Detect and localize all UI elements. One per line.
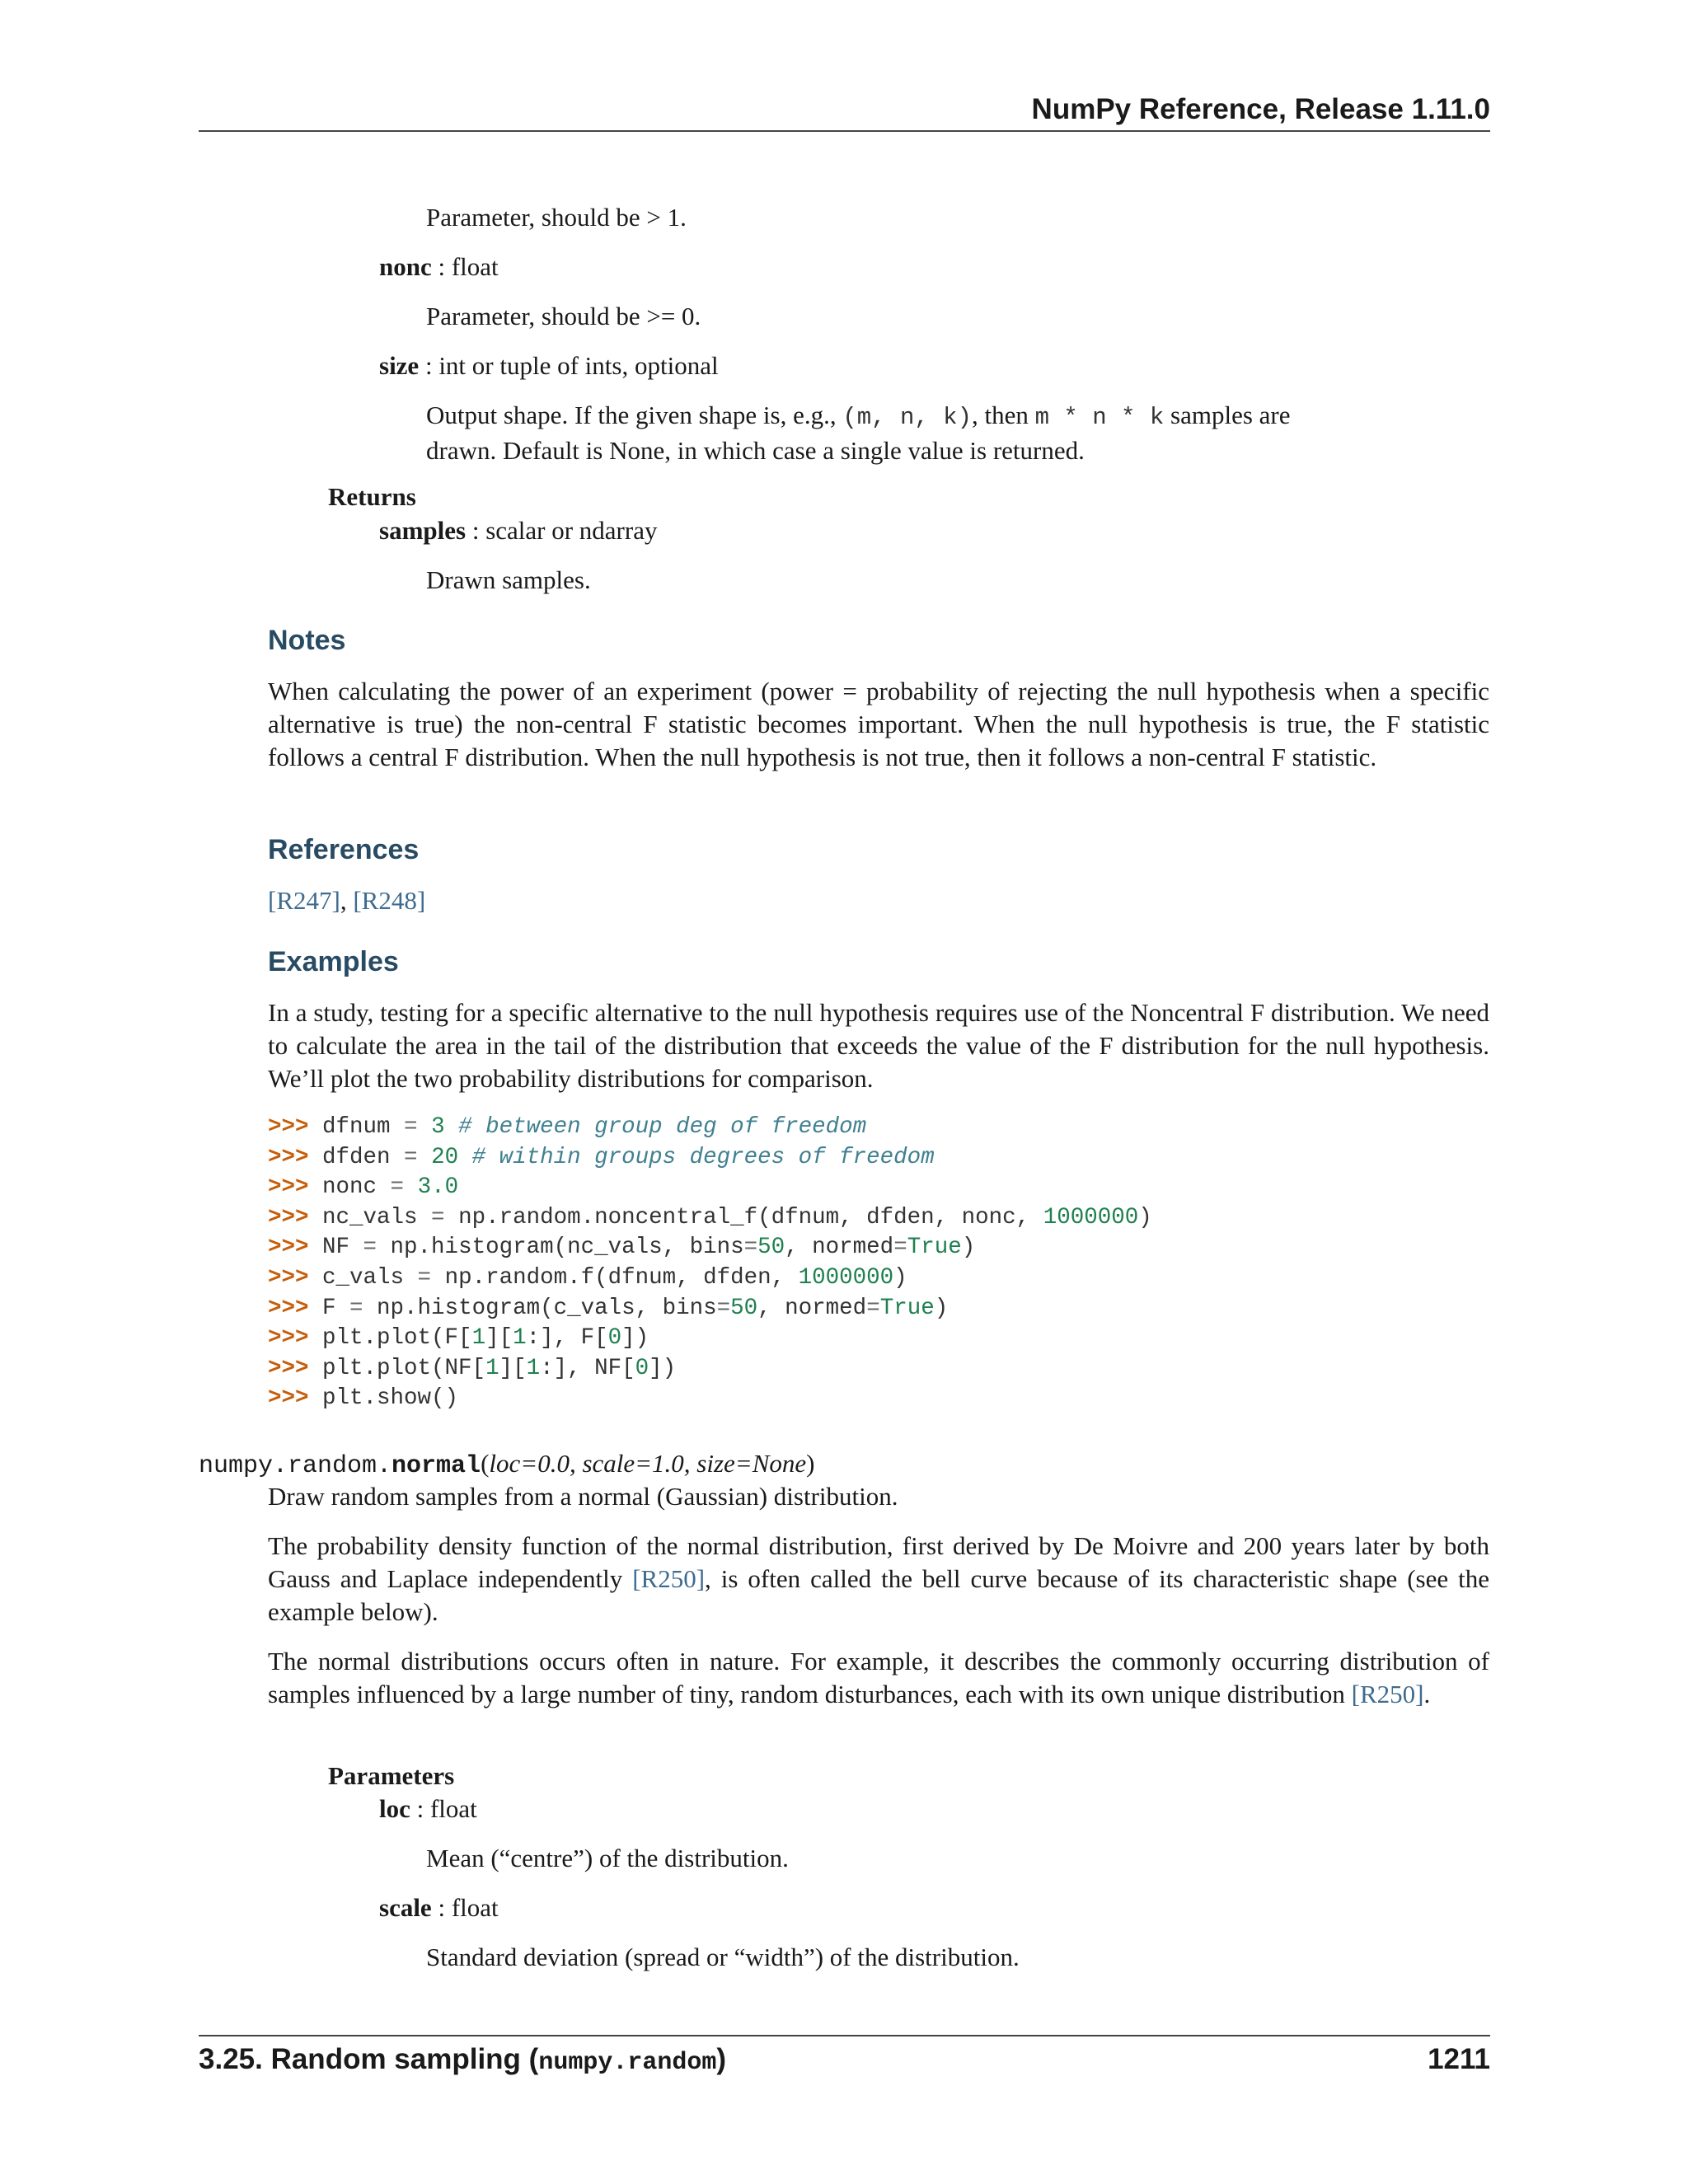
code-op: = <box>431 1204 445 1230</box>
nonc-description: Parameter, should be >= 0. <box>426 302 701 330</box>
code-line <box>268 1203 1152 1234</box>
param-loc <box>379 1793 477 1825</box>
code-text: ) <box>1138 1204 1152 1230</box>
code-text: :], F[ <box>526 1325 608 1352</box>
code-keyword: True <box>907 1235 962 1261</box>
param-name: samples <box>379 516 467 545</box>
reference-link[interactable]: [R248] <box>353 886 426 915</box>
normal-summary: Draw random samples from a normal (Gaussian) distribution. <box>268 1482 898 1511</box>
page-number: 1211 <box>1428 2043 1490 2075</box>
prompt: >>> <box>268 1235 309 1261</box>
code-op: = <box>743 1235 758 1261</box>
header-divider <box>199 130 1490 132</box>
code-number: 1000000 <box>1043 1204 1139 1230</box>
code-comment: # between group deg of freedom <box>444 1114 867 1140</box>
text: 3.25. Random sampling ( <box>199 2043 539 2075</box>
inline-code: numpy.random <box>538 2049 717 2077</box>
normal-paragraph-1 <box>268 1530 1489 1629</box>
code-number: 1 <box>471 1325 486 1352</box>
param-scale <box>379 1891 499 1924</box>
notes-paragraph: When calculating the power of an experiment (power = probability of rejecting the null hypothesis when a specific alternative is true) the non-central F statistic becomes important. When the null hypothesis is true, the F statistic follows a central F distribution. When the null hypothesis is not true, then it follows a non-central F statistic. <box>268 677 1489 771</box>
code-line <box>268 1263 1152 1294</box>
reference-link[interactable]: [R250] <box>632 1564 706 1593</box>
code-text: NF <box>308 1235 363 1261</box>
param-type: : scalar or ndarray <box>466 516 658 545</box>
notes-heading: Notes <box>268 625 346 656</box>
param-type: : int or tuple of ints, optional <box>419 351 719 380</box>
prompt: >>> <box>268 1174 309 1201</box>
code-text: np.histogram(c_vals, bins <box>363 1295 717 1321</box>
prompt: >>> <box>268 1114 309 1140</box>
code-number: 50 <box>730 1295 758 1321</box>
text: The normal distributions occurs often in nature. For example, it describes the commonly occurring distribution of samples influenced by a large number of tiny, random disturbances, each with its own unique distribution <box>268 1647 1489 1708</box>
inline-code: m * n * k <box>1034 404 1165 431</box>
footer-divider <box>199 2035 1490 2036</box>
code-op: = <box>390 1174 405 1201</box>
code-keyword: True <box>879 1295 935 1321</box>
code-op: = <box>866 1295 880 1321</box>
open-paren: ( <box>481 1449 490 1478</box>
code-number: 1 <box>485 1355 499 1381</box>
prompt: >>> <box>268 1264 309 1291</box>
size-description <box>426 399 1415 467</box>
separator: , <box>340 886 354 915</box>
code-number: 3 <box>417 1114 445 1140</box>
code-number: 3.0 <box>404 1174 459 1201</box>
code-text: :], NF[ <box>540 1355 635 1381</box>
examples-paragraph: In a study, testing for a specific alternative to the null hypothesis requires use of the Noncentral F distribution. We need to calculate the area in the tail of the distribution that exceeds the value of the F distribution for the null hypothesis. We’ll plot the two probability distributions for comparison. <box>268 998 1489 1093</box>
footer-section-title <box>199 2041 726 2082</box>
normal-paragraph-2 <box>268 1645 1489 1711</box>
references-list <box>268 884 1489 917</box>
prompt: >>> <box>268 1325 309 1352</box>
code-text: F <box>308 1295 350 1321</box>
code-line <box>268 1173 1152 1203</box>
code-text: ]) <box>649 1355 677 1381</box>
code-text: dfnum <box>308 1114 405 1140</box>
running-header-title: NumPy Reference, Release 1.11.0 <box>1031 93 1490 125</box>
text: Output shape. If the given shape is, e.g., <box>426 401 843 429</box>
code-line <box>268 1294 1152 1324</box>
inline-code: (m, n, k) <box>842 404 972 431</box>
code-line <box>268 1354 1152 1385</box>
code-text: nonc <box>308 1174 391 1201</box>
code-op: = <box>404 1114 418 1140</box>
module-path: numpy.random. <box>199 1452 392 1480</box>
code-text: ][ <box>485 1325 513 1352</box>
reference-link[interactable]: [R247] <box>268 886 340 915</box>
code-text: ]) <box>621 1325 649 1352</box>
code-block <box>268 1113 1152 1414</box>
param-name: scale <box>379 1893 432 1922</box>
code-line <box>268 1324 1152 1354</box>
code-number: 50 <box>757 1235 785 1261</box>
param-type: : float <box>431 252 499 281</box>
code-text: np.random.noncentral_f(dfnum, dfden, nonc, <box>444 1204 1043 1230</box>
references-heading: References <box>268 834 420 865</box>
code-text: ) <box>934 1295 949 1321</box>
code-text: ) <box>961 1235 976 1261</box>
return-description: Drawn samples. <box>426 565 591 594</box>
code-number: 0 <box>635 1355 649 1381</box>
function-signature <box>199 1447 815 1483</box>
code-text: , normed <box>757 1295 867 1321</box>
code-text: c_vals <box>308 1264 418 1291</box>
text: The probability density function of the normal distribution, first derived by De Moivre and 200 years later by both Gauss and Laplace independently <box>268 1531 1489 1593</box>
prompt: >>> <box>268 1144 309 1170</box>
code-text: ) <box>893 1264 907 1291</box>
code-text: np.random.f(dfnum, dfden, <box>431 1264 799 1291</box>
dfden-description: Parameter, should be > 1. <box>426 203 687 232</box>
function-name: normal <box>392 1452 481 1480</box>
code-op: = <box>417 1264 432 1291</box>
param-type: : float <box>410 1794 477 1823</box>
scale-description: Standard deviation (spread or “width”) of the distribution. <box>426 1943 1020 1971</box>
code-text: plt.show() <box>308 1385 459 1412</box>
code-op: = <box>716 1295 731 1321</box>
text: . <box>1423 1680 1431 1708</box>
code-text: plt.plot(F[ <box>308 1325 472 1352</box>
code-comment: # within groups degrees of freedom <box>458 1144 935 1170</box>
param-nonc <box>379 251 499 284</box>
text: drawn. Default is None, in which case a single value is returned. <box>426 436 1085 465</box>
close-paren: ) <box>806 1449 815 1478</box>
prompt: >>> <box>268 1295 309 1321</box>
param-name: loc <box>379 1794 410 1823</box>
param-type: : float <box>431 1893 499 1922</box>
code-line <box>268 1113 1152 1143</box>
prompt: >>> <box>268 1204 309 1230</box>
param-name: size <box>379 351 420 380</box>
return-samples <box>379 514 657 547</box>
code-text: plt.plot(NF[ <box>308 1355 486 1381</box>
code-text: dfden <box>308 1144 405 1170</box>
code-number: 0 <box>607 1325 622 1352</box>
code-line <box>268 1233 1152 1263</box>
code-op: = <box>893 1235 907 1261</box>
param-size <box>379 349 719 382</box>
code-text: , normed <box>785 1235 894 1261</box>
param-name: nonc <box>379 252 432 281</box>
text: samples are <box>1164 401 1291 429</box>
text: , is often called the bell curve because of its characteristic shape (see the example below). <box>268 1564 1489 1626</box>
text: , then <box>972 401 1035 429</box>
code-number: 1 <box>513 1325 527 1352</box>
prompt: >>> <box>268 1355 309 1381</box>
reference-link[interactable]: [R250] <box>1351 1680 1424 1708</box>
code-number: 1 <box>526 1355 541 1381</box>
function-args: loc=0.0, scale=1.0, size=None <box>489 1449 807 1478</box>
code-text: ][ <box>499 1355 527 1381</box>
prompt: >>> <box>268 1385 309 1412</box>
returns-label: Returns <box>328 482 416 511</box>
code-op: = <box>363 1235 377 1261</box>
code-number: 20 <box>417 1144 459 1170</box>
text: ) <box>716 2043 727 2075</box>
code-line <box>268 1143 1152 1174</box>
loc-description: Mean (“centre”) of the distribution. <box>426 1844 789 1872</box>
code-op: = <box>404 1144 418 1170</box>
examples-heading: Examples <box>268 946 399 977</box>
code-line <box>268 1384 1152 1414</box>
code-op: = <box>349 1295 363 1321</box>
code-text: nc_vals <box>308 1204 432 1230</box>
parameters-label: Parameters <box>328 1761 455 1790</box>
code-number: 1000000 <box>798 1264 894 1291</box>
code-text: np.histogram(nc_vals, bins <box>377 1235 744 1261</box>
